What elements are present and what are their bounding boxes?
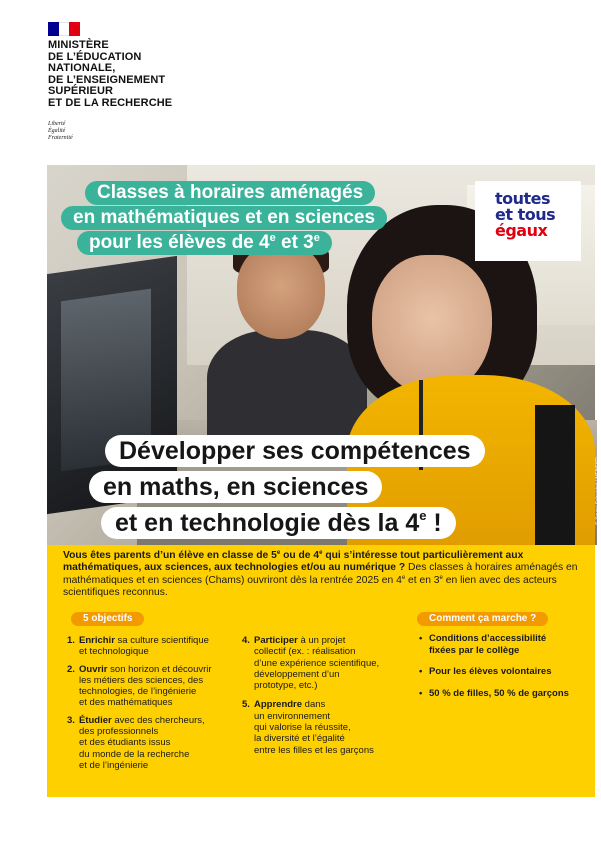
ministry-line: DE L’ÉDUCATION <box>48 50 142 63</box>
intro-paragraph: Vous êtes parents d’un élève en classe de 5e ou de 4e qui s’intéresse tout particulièrement aux mathématiques, aux sciences, aux technologies et/ou au numérique ? Des classes à horaires aménagés en mathématiques et en sciences (Chams) ouvriront dès la rentrée 2025 en 4e et en 3e en lien avec des acteurs scientifiques reconnus. <box>63 550 578 599</box>
bullet-icon: • <box>419 666 423 677</box>
banner-title-line-1: Classes à horaires aménagés <box>85 181 375 205</box>
objectives-list-col-2 <box>242 635 412 762</box>
headline-line-1: Développer ses compétences <box>105 435 485 467</box>
main-yellow-panel <box>47 165 601 797</box>
ministry-line: NATIONALE, <box>48 62 116 74</box>
motto-fraternite: Fraternité <box>48 135 73 141</box>
bullet-icon: • <box>419 633 423 644</box>
objective-item: 5. Apprendre dans un environnement qui valorise la réussite, la diversité et l’égalité entre les filles et les garçons <box>242 699 374 756</box>
motto-liberte: Liberté <box>48 121 66 127</box>
how-it-works-badge: Comment ça marche ? <box>417 612 548 626</box>
toutes-et-tous-egaux-logo <box>475 181 581 261</box>
how-item: • Pour les élèves volontaires <box>419 666 552 677</box>
objective-item: 4. Participer à un projet collectif (ex. : réalisation d’une expérience scientifique, développement d’un prototype, etc.) <box>242 635 380 692</box>
objectives-list-col-1 <box>67 635 237 777</box>
objective-item: 2. Ouvrir son horizon et découvrir les métiers des sciences, des technologies, de l’ingénierie et des mathématiques <box>67 663 212 709</box>
how-it-works-list <box>419 633 589 709</box>
ministry-line: SUPÉRIEUR <box>48 85 114 97</box>
photo-credit: © Xavier Schwebel / MENESR <box>595 457 601 525</box>
ministry-line: ET DE LA RECHERCHE <box>48 96 173 109</box>
logo-line-3: égaux <box>495 221 548 240</box>
republic-motto <box>48 121 73 142</box>
banner-title-line-3: pour les élèves de 4e et 3e <box>77 231 332 255</box>
ministry-line: DE L’ENSEIGNEMENT <box>48 73 166 86</box>
headline-line-3: et en technologie dès la 4e ! <box>101 507 456 539</box>
headline-line-2: en maths, en sciences <box>89 471 382 503</box>
motto-egalite: Égalité <box>48 128 66 134</box>
ministry-name <box>48 40 208 109</box>
ministry-line: MINISTÈRE <box>48 39 109 51</box>
objective-item: 1. Enrichir sa culture scientifique et technologique <box>67 635 209 658</box>
banner-title-line-2: en mathématiques et en sciences <box>61 206 387 230</box>
logo-line-1: toutes <box>495 189 551 208</box>
how-item: • 50 % de filles, 50 % de garçons <box>419 687 569 699</box>
objective-item: 3. Étudier avec des chercheurs, des professionnels et des étudiants issus du monde de la recherche et de l’ingénierie <box>67 714 205 771</box>
logo-line-2: et tous <box>495 205 556 224</box>
how-item: • Conditions d’accessibilité fixées par le collège <box>419 633 547 656</box>
objectives-badge: 5 objectifs <box>71 612 144 626</box>
republique-francaise-flag-icon <box>48 22 80 36</box>
bullet-icon: • <box>419 687 423 699</box>
